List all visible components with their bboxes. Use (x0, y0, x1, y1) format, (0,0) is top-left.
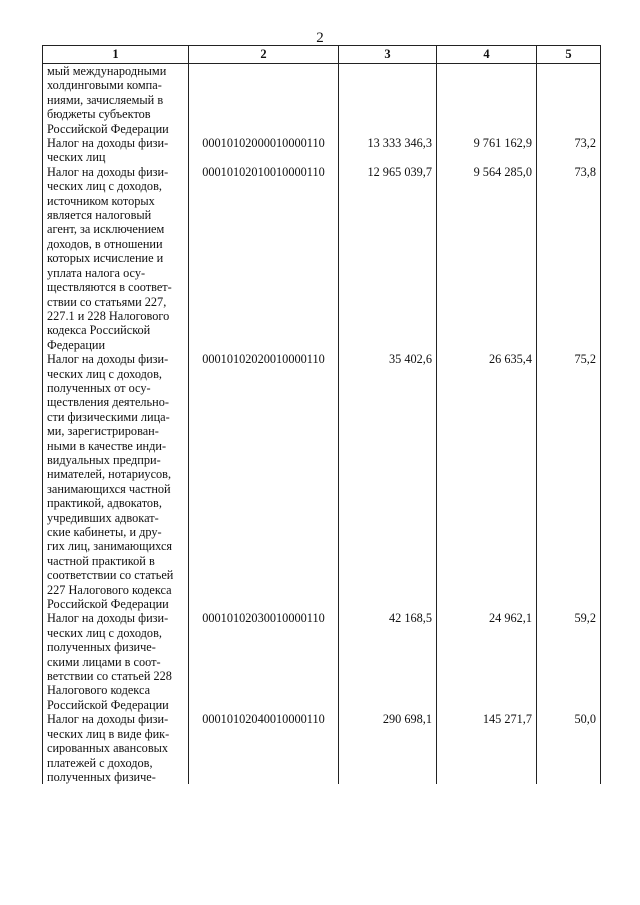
indicator-name-line: сированных авансовых (47, 741, 169, 756)
budget-code-cell (189, 64, 339, 137)
plan-amount-cell: 13 333 346,3 (339, 136, 437, 165)
indicator-name-line: Налог на доходы физи- (47, 611, 169, 626)
indicator-name-line: полученных от осу- (47, 380, 151, 395)
indicator-name-line: ческих лиц (47, 150, 106, 165)
indicator-name-line: ветствии со статьей 228 (47, 669, 172, 684)
indicator-name-line: платежей с доходов, (47, 755, 153, 770)
indicator-name-line: Федерации (47, 337, 106, 352)
budget-code-cell: 00010102020010000110 (189, 352, 339, 611)
plan-amount-cell: 290 698,1 (339, 712, 437, 784)
indicator-name-line: холдинговыми компа- (47, 78, 162, 93)
indicator-name-line: гих лиц, занимающихся (47, 539, 173, 554)
table-row (43, 136, 601, 165)
indicator-name-line: ческих лиц в виде фик- (47, 726, 170, 741)
budget-code-cell: 00010102040010000110 (189, 712, 339, 784)
indicator-name-line: уплата налога осу- (47, 265, 146, 280)
actual-amount-cell: 26 635,4 (437, 352, 537, 611)
budget-table (42, 45, 601, 784)
indicator-name-line: полученных физиче- (47, 640, 156, 655)
indicator-name-line: Российской Федерации (47, 121, 169, 136)
indicator-name-line: источником которых (47, 193, 155, 208)
indicator-name-line: ми, зарегистрирован- (47, 424, 159, 439)
indicator-name-line: ческих лиц с доходов, (47, 179, 162, 194)
execution-percent-cell: 73,2 (537, 136, 601, 165)
budget-code-cell: 00010102030010000110 (189, 611, 339, 712)
indicator-name-line: нимателей, нотариусов, (47, 467, 172, 482)
indicator-name-line: Российской Федерации (47, 597, 169, 612)
indicator-name-line: кодекса Российской (47, 323, 151, 338)
indicator-name-line: ниями, зачисляемый в (47, 92, 164, 107)
column-header-1: 1 (43, 46, 189, 64)
table-row (43, 611, 601, 712)
plan-amount-cell (339, 64, 437, 137)
indicator-name-line: бюджеты субъектов (47, 107, 151, 122)
indicator-name-line: 227 Налогового кодекса (47, 582, 172, 597)
table-row (43, 352, 601, 611)
indicator-name-cell (43, 64, 189, 137)
indicator-name-line: полученных физиче- (47, 769, 156, 784)
table-row (43, 165, 601, 352)
indicator-name-line: частной практикой в (47, 553, 155, 568)
indicator-name-line: является налоговый (47, 208, 152, 223)
indicator-name-line: видуальных предпри- (47, 452, 161, 467)
table-row (43, 712, 601, 784)
indicator-name-cell (43, 611, 189, 712)
indicator-name-line: Налог на доходы физи- (47, 712, 169, 727)
indicator-name-line: ческих лиц с доходов, (47, 366, 162, 381)
execution-percent-cell (537, 64, 601, 137)
plan-amount-cell: 12 965 039,7 (339, 165, 437, 352)
column-header-2: 2 (189, 46, 339, 64)
indicator-name-line: скими лицами в соот- (47, 654, 161, 669)
indicator-name-line: практикой, адвокатов, (47, 496, 162, 511)
table-row (43, 64, 601, 137)
indicator-name-line: Налогового кодекса (47, 683, 151, 698)
execution-percent-cell: 50,0 (537, 712, 601, 784)
actual-amount-cell (437, 64, 537, 137)
indicator-name-line: Российской Федерации (47, 697, 169, 712)
column-header-3: 3 (339, 46, 437, 64)
budget-code-cell: 00010102000010000110 (189, 136, 339, 165)
execution-percent-cell: 75,2 (537, 352, 601, 611)
indicator-name-cell (43, 712, 189, 784)
budget-code-cell: 00010102010010000110 (189, 165, 339, 352)
actual-amount-cell: 145 271,7 (437, 712, 537, 784)
indicator-name-line: доходов, в отношении (47, 236, 163, 251)
actual-amount-cell: 9 564 285,0 (437, 165, 537, 352)
indicator-name-line: Налог на доходы физи- (47, 136, 169, 151)
indicator-name-line: которых исчисление и (47, 251, 164, 266)
execution-percent-cell: 73,8 (537, 165, 601, 352)
indicator-name-line: соответствии со статьей (47, 568, 174, 583)
execution-percent-cell: 59,2 (537, 611, 601, 712)
column-header-5: 5 (537, 46, 601, 64)
page-number: 2 (316, 30, 324, 46)
plan-amount-cell: 42 168,5 (339, 611, 437, 712)
indicator-name-line: Налог на доходы физи- (47, 164, 169, 179)
column-header-4: 4 (437, 46, 537, 64)
indicator-name-line: ществляются в соответ- (47, 280, 172, 295)
indicator-name-line: сти физическими лица- (47, 409, 170, 424)
table-header-row (43, 46, 601, 64)
indicator-name-line: ществления деятельно- (47, 395, 169, 410)
indicator-name-cell (43, 352, 189, 611)
indicator-name-line: агент, за исключением (47, 222, 165, 237)
indicator-name-line: мый международными (47, 64, 167, 78)
plan-amount-cell: 35 402,6 (339, 352, 437, 611)
indicator-name-cell (43, 136, 189, 165)
indicator-name-cell (43, 165, 189, 352)
indicator-name-line: 227.1 и 228 Налогового (47, 308, 170, 323)
indicator-name-line: ские кабинеты, и дру- (47, 525, 162, 539)
indicator-name-line: ствии со статьями 227, (47, 294, 167, 309)
indicator-name-line: ными в качестве инди- (47, 438, 167, 453)
actual-amount-cell: 24 962,1 (437, 611, 537, 712)
indicator-name-line: ческих лиц с доходов, (47, 625, 162, 640)
actual-amount-cell: 9 761 162,9 (437, 136, 537, 165)
indicator-name-line: Налог на доходы физи- (47, 352, 169, 367)
indicator-name-line: занимающихся частной (47, 481, 171, 496)
indicator-name-line: учредивших адвокат- (47, 510, 159, 525)
